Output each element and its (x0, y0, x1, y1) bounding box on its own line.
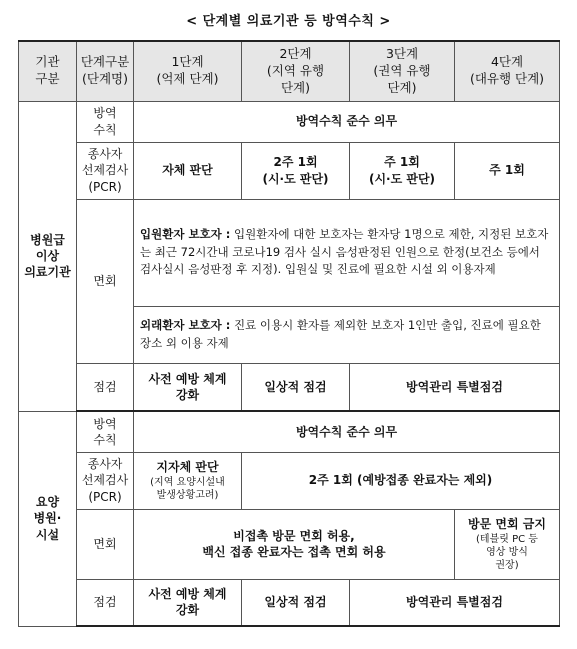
care-pcr-stage-1 (134, 452, 242, 509)
care-pcr-stage-1-sub: (지역 요양시설내 발생상황고려) (150, 476, 225, 501)
hospital-pcr-row (19, 142, 560, 199)
care-group-label: 요양 병원· 시설 (19, 411, 77, 626)
care-quarantine-row (19, 411, 560, 452)
hospital-visit-inpatient (134, 199, 560, 306)
header-stage-3: 3단계 (권역 유행 단계) (350, 41, 455, 101)
care-inspection-row (19, 579, 560, 626)
care-inspection-stage-2: 일상적 점검 (242, 579, 350, 626)
care-visit-label: 면회 (77, 509, 134, 579)
header-stage-1: 1단계 (억제 단계) (134, 41, 242, 101)
quarantine-rules-table (18, 40, 560, 627)
care-visit-stage-4-main: 방문 면회 금지 (468, 517, 546, 532)
hospital-pcr-stage-4: 주 1회 (455, 142, 560, 199)
care-pcr-label: 종사자 선제검사 (PCR) (77, 452, 134, 509)
hospital-inspection-label: 점검 (77, 363, 134, 411)
hospital-quarantine-value: 방역수칙 준수 의무 (134, 101, 560, 142)
care-inspection-stage-1: 사전 예방 체계 강화 (134, 579, 242, 626)
care-pcr-stage-234: 2주 1회 (예방접종 완료자는 제외) (242, 452, 560, 509)
care-visit-stage-123: 비접촉 방문 면회 허용, 백신 접종 완료자는 접촉 면회 허용 (134, 509, 455, 579)
outpatient-guardian-title: 외래환자 보호자 : (140, 317, 231, 332)
header-stage-2: 2단계 (지역 유행 단계) (242, 41, 350, 101)
header-stage-4: 4단계 (대유행 단계) (455, 41, 560, 101)
hospital-inspection-row (19, 363, 560, 411)
inpatient-guardian-text: 입원환자에 대한 보호자는 환자당 1명으로 제한, 지정된 보호자는 최근 72시간내 코로나19 검사 실시 음성판정된 인원으로 한정(보건소 등에서 검사실시 음성판정 후 지정). 입원실 및 진료에 필요한 시설 외 이용자제 (140, 226, 549, 277)
hospital-pcr-label: 종사자 선제검사 (PCR) (77, 142, 134, 199)
care-inspection-label: 점검 (77, 579, 134, 626)
care-pcr-stage-1-main: 지자체 판단 (156, 460, 219, 475)
care-quarantine-label: 방역 수칙 (77, 411, 134, 452)
hospital-inspection-stage-2: 일상적 점검 (242, 363, 350, 411)
hospital-pcr-stage-3: 주 1회 (시·도 판단) (350, 142, 455, 199)
hospital-visit-outpatient (134, 306, 560, 363)
care-pcr-row (19, 452, 560, 509)
outpatient-guardian-text: 진료 이용시 환자를 제외한 보호자 1인만 출입, 진료에 필요한 장소 외 이용 자제 (140, 317, 541, 350)
hospital-pcr-stage-1: 자체 판단 (134, 142, 242, 199)
header-org-type: 기관 구분 (19, 41, 77, 101)
care-quarantine-value: 방역수칙 준수 의무 (134, 411, 560, 452)
care-visit-stage-4-sub: (테블릿 PC 등 영상 방식 권장) (476, 533, 538, 571)
care-inspection-stage-34: 방역관리 특별점검 (350, 579, 560, 626)
hospital-inspection-stage-34: 방역관리 특별점검 (350, 363, 560, 411)
hospital-visit-label: 면회 (77, 199, 134, 363)
hospital-quarantine-label: 방역 수칙 (77, 101, 134, 142)
care-visit-stage-4 (455, 509, 560, 579)
hospital-inspection-stage-1: 사전 예방 체계 강화 (134, 363, 242, 411)
header-row (19, 41, 560, 101)
care-visit-row (19, 509, 560, 579)
hospital-quarantine-row (19, 101, 560, 142)
inpatient-guardian-title: 입원환자 보호자 : (140, 226, 231, 241)
hospital-visit-row-inpatient (19, 199, 560, 306)
hospital-group-label: 병원급 이상 의료기관 (19, 101, 77, 411)
hospital-pcr-stage-2: 2주 1회 (시·도 판단) (242, 142, 350, 199)
page-title: < 단계별 의료기관 등 방역수칙 > (186, 14, 391, 29)
header-stage-type: 단계구분 (단계명) (77, 41, 134, 101)
